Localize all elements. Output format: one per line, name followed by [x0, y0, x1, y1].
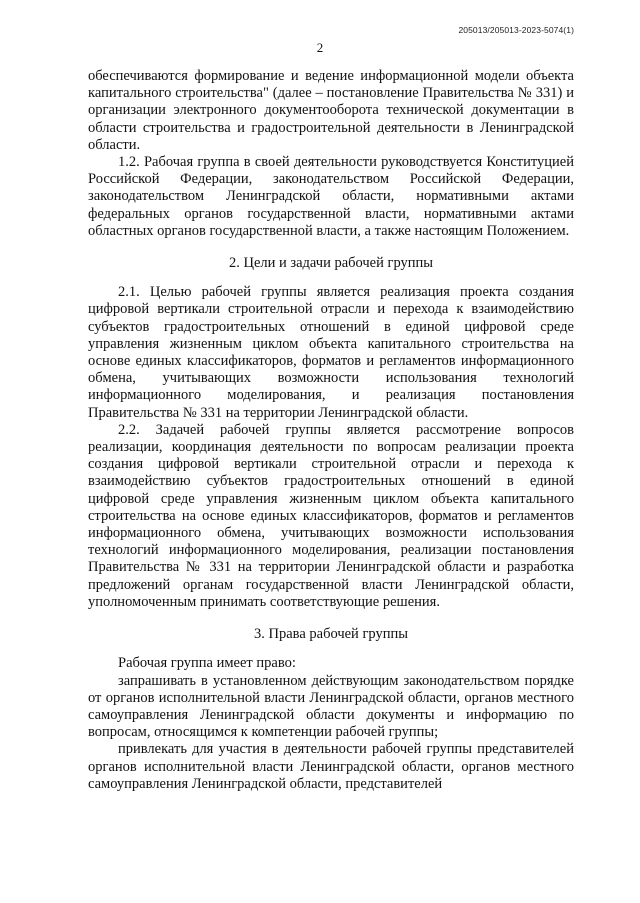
paragraph-right-involve-representatives: привлекать для участия в деятельности рабочей группы представителей органов исполнительной власти Ленинградской области, органов местного самоуправления Ленинградской области, представителей — [88, 741, 574, 792]
paragraph-2-1: 2.1. Целью рабочей группы является реализация проекта создания цифровой вертикали строительной отрасли и перехода к взаимодействию субъектов градостроительных отношений в единой цифровой среде управления жизненным циклом объекта капитального строительства на основе единых классификаторов, форматов и регламентов информационного обмена, учитывающих возможности использования технологий информационного моделирования, и реализация постановления Правительства № 331 на территории Ленинградской области. — [88, 284, 574, 421]
paragraph-intro-continuation: обеспечиваются формирование и ведение информационной модели объекта капитального строительства" (далее – постановление Правительства № 331) и организации электронного документооборота технической документации в области строительства и градостроительной деятельности в Ленинградской области. — [88, 68, 574, 153]
paragraph-1-2: 1.2. Рабочая группа в своей деятельности руководствуется Конституцией Российской Федерации, законодательством Российской Федерации, законодательством Ленинградской области, нормативными актами федеральных органов государственной власти, нормативными актами областных органов государственной власти, а также настоящим Положением. — [88, 154, 574, 239]
page-number: 2 — [316, 40, 324, 55]
paragraph-rights-intro: Рабочая группа имеет право: — [118, 655, 296, 672]
section-heading-rights: 3. Права рабочей группы — [254, 626, 408, 643]
document-id: 205013/205013-2023-5074(1) — [458, 25, 574, 35]
section-heading-goals: 2. Цели и задачи рабочей группы — [228, 255, 434, 272]
paragraph-2-2: 2.2. Задачей рабочей группы является рассмотрение вопросов реализации, координация деятельности по вопросам реализации проекта создания цифровой вертикали строительной отрасли и перехода к взаимодействию субъектов градостроительных отношений в единой цифровой среде управления жизненным циклом объекта капитального строительства на основе единых классификаторов, форматов и регламентов информационного обмена, учитывающих возможности использования технологий информационного моделирования, реализации постановления Правительства № 331 на территории Ленинградской области и разработка предложений органам государственной власти Ленинградской области, уполномоченным принимать соответствующие решения. — [88, 421, 574, 610]
document-body — [88, 68, 574, 793]
paragraph-right-request-documents: запрашивать в установленном действующим законодательством порядке от органов исполнительной власти Ленинградской области, органов местного самоуправления Ленинградской области документы и информацию по вопросам, относящимся к компетенции рабочей группы; — [88, 672, 574, 741]
